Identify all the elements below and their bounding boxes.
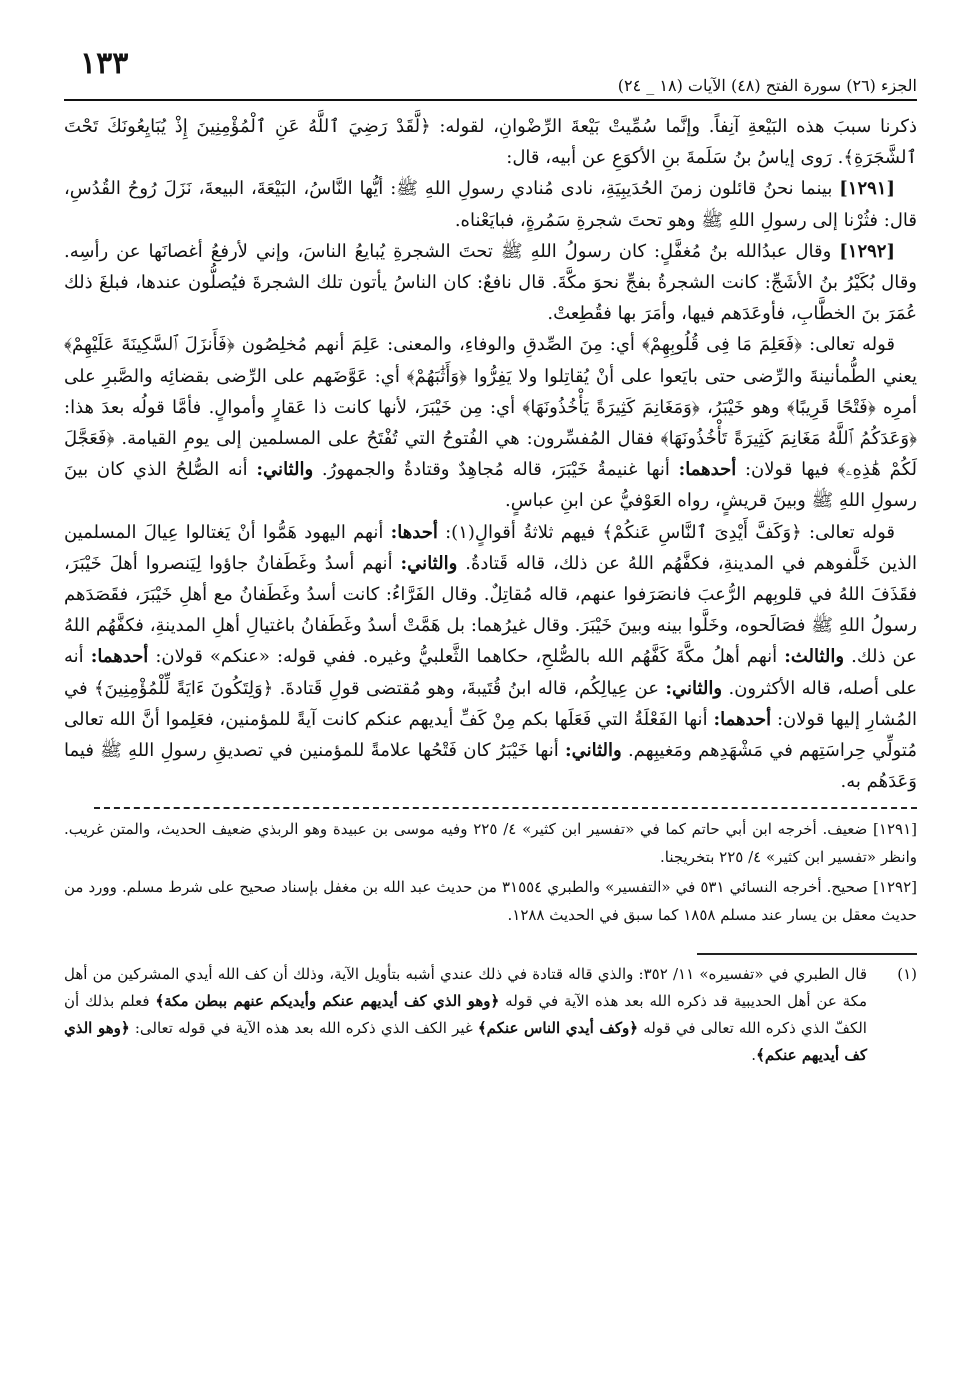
text: قوله تعالى: ﴿فَعَلِمَ مَا فِى قُلُوبِهِمْ﴾ أي: مِنَ الصِّدقِ والوفاءِ، والمعنى: عَلِمَ أنهم مُخلِصُون ﴿فَأَنزَلَ ٱلسَّكِينَةَ عَلَيْهِمْ﴾ يعني الطُّمأنينةَ والرِّضى حتى بايَعوا على أنْ يُقاتِلوا ولا يَفِرُّوا ﴿وَأَثَٰبَهُمْ﴾ أي: عَوَّضَهم على الرِّضى بقضائِه والصَّبرِ على أمرِه ﴿فَتْحًا قَرِيبًا﴾ وهو خَيْبَرُ، ﴿وَمَغَانِمَ كَثِيرَةً يَأْخُذُونَهَا﴾ أي: مِن خَيْبَرَ، لأنها كانت ذا عَقارٍ وأموالٍ. فأمَّا قولُه بعدَ هذا: ﴿وَعَدَكُمُ ٱللَّهُ مَغَانِمَ كَثِيرَةً تَأْخُذُونَهَا﴾ فقال المُفسِّرون: هي الفُتوحُ التي تُفْتَحُ على المسلمين إلى يومِ القيامة. ﴿فَعَجَّلَ لَكُمْ هَٰذِهِۦ﴾ فيها قولان: bbox=[64, 334, 917, 481]
hadith-1291 bbox=[64, 173, 917, 235]
text: قوله تعالى: ﴿وَكَفَّ أَيْدِىَ ٱلنَّاسِ عَنكُمْ﴾ فيهم ثلاثةُ أقوالٍ(١): bbox=[445, 521, 895, 543]
paragraph bbox=[64, 329, 917, 516]
text: قال الطبري في «تفسيره» ١١/ ٣٥٢: والذي قاله قتادة في ذلك عندي أشبه بتأويل الآية، وذلك أن كف الله أيدي المشركين من أهل مكة عن أهل الحديبية قد ذكره الله بعد هذه الآية في قوله bbox=[64, 965, 867, 1011]
paragraph bbox=[64, 517, 917, 798]
text: أنهم اليهود هَمُّوا أنْ يَغتالوا عِيالَ المسلمين الذين خَلَّفوهم في المدينةِ، فكفَّهُم اللهُ عن ذلك، قاله قَتادةُ. bbox=[64, 521, 918, 574]
hadith-1292 bbox=[64, 236, 917, 330]
label: والثاني: bbox=[564, 740, 622, 762]
paragraph: ذكرنا سببَ هذه البَيْعةِ آنِفاً. وإنَّما سُمِّيتْ بَيْعةَ الرِّضْوانِ، لقوله: ﴿لَّقَدْ رَضِيَ ٱللَّهُ عَنِ ٱلْمُؤْمِنِينَ إِذْ يُبَايِعُونَكَ تَحْتَ ٱلشَّجَرَةِ﴾. رَوى إياسُ بنُ سَلَمةَ بنِ الأكوَعِ عن أبيه، قال: bbox=[64, 116, 917, 169]
text: أنه الصُّلحُ الذي كان بينَ رسولِ اللهِ ﷺ وبينَ قريشٍ، رواه العَوْفيُّ عن ابنِ عباسٍ. bbox=[64, 459, 917, 512]
takhrij-notes bbox=[64, 815, 917, 929]
label: أحدهما: bbox=[713, 708, 772, 730]
text: أنها الفَعْلَةُ التي فَعَلَها بكم مِنْ كَفِّ أيديهم عنكم كانت آيةً للمؤمنين، فعَلِموا أنَّ الله تعالى مُتولِّي حِراسَتِهم في مَشْهَدِهم ومَغيبِهم. bbox=[64, 708, 917, 762]
footnote bbox=[64, 961, 917, 1069]
label: والثاني: bbox=[665, 677, 723, 699]
hadith-number: [١٢٩٢] bbox=[839, 240, 895, 262]
label: والثاني: bbox=[400, 552, 458, 574]
text: أنهم أسدُ وغَطَفانُ جاؤوا لِيَنصروا أهلَ خَيْبَرَ، فقَذَفَ اللهُ في قلوبِهم الرُّعبَ فانصَرَفوا عنهم، قاله مُقاتِلٌ. وقال الفَرَّاءُ: كانت أسدُ وغَطَفانُ مع أهلِ خَيْبَرَ، فقَصَدَهم رسولُ اللهِ ﷺ فصَالَحوه، وخَلَّوا بينه وبينَ خَيْبَرَ. وقال غيرُهما: بل هَمَّتْ أسدُ وغَطَفانُ باغتيالِ أهلِ المدينةِ، فكفَّهُم اللهُ عن ذلك. bbox=[64, 552, 917, 668]
text: أنها خَيْبَرُ كان فَتْحُها علامةً للمؤمنين في تصديقِ رسولِ اللهِ ﷺ فيما وَعَدَهُم به. bbox=[64, 740, 917, 793]
takhrij-note: [١٢٩٢] صحيح. أخرجه النسائي ٥٣١ في «التفسير» والطبري ٣١٥٥٤ من حديث عبد الله بن مغفل بإسناد صحيح على شرط مسلم. وورد من حديث معقل بن يسار عند مسلم ١٨٥٨ كما سبق في الحديث ١٢٨٨. bbox=[64, 878, 918, 925]
text: أنهم أهلُ مكَّةَ كَفَّهُم الله بالصُّلحِ، حكاهما الثَّعلبيُّ وغيره. ففي قوله: «عنكم» قولان: bbox=[155, 646, 778, 668]
text: أنها غنيمةُ خَيْبَرَ، قاله مُجاهِدٌ وقتادةُ والجمهورُ. bbox=[321, 459, 670, 481]
footnote-number: (١) bbox=[897, 965, 917, 984]
page-number: ١٣٣ bbox=[80, 46, 129, 81]
running-head: الجزء (٢٦) سورة الفتح (٤٨) الآيات (١٨ _ ٢٤) bbox=[64, 76, 917, 101]
hadith-number: [١٢٩١] bbox=[839, 178, 895, 200]
footnote-text bbox=[64, 961, 867, 1069]
dashed-separator bbox=[94, 807, 917, 809]
main-text bbox=[64, 111, 917, 797]
label: والثاني: bbox=[256, 459, 314, 481]
text: . bbox=[751, 1046, 757, 1065]
hadith-text: وقال عبدُالله بنُ مُغفَّلٍ: كان رسولُ اللهِ ﷺ تحتَ الشجرةِ يُبايعُ الناسَ، وإني لأرفعُ أغصانَها عن رأسِه. وقال بُكَيْرُ بنُ الأشَجِّ: كانت الشجرةُ بفجِّ نحوَ مكَّةَ. قال نافعٌ: كان الناسُ يأتون تلك الشجرةَ فيُصلُّون عندها، فبلغَ ذلك عُمَرَ بنَ الخطَّابِ، فأوعَدَهم فيها، وأمَرَ بها فقُطِعتْ. bbox=[64, 240, 917, 325]
label: أحدهما: bbox=[678, 459, 737, 481]
quote: ﴿وهو الذي كف أيديهم عنكم وأيديكم عنهم ببطن مكة﴾ bbox=[155, 992, 500, 1011]
text: فعلم بذلك أن الكفّ الذي ذكره الله تعالى في قوله bbox=[64, 992, 867, 1038]
quote: ﴿وكف أيدي الناس عنكم﴾ bbox=[477, 1019, 639, 1038]
label: والثالث: bbox=[784, 646, 845, 668]
text: عن عِيالِكُم، قاله ابنُ قُتَيبةَ، وهو مُقتضى قولِ قَتادةَ. ﴿وَلِتَكُونَ ءَايَةً لِّلْمُؤْمِنِينَ﴾ في المُشارِ إليها قولان: bbox=[64, 677, 917, 730]
quote: ﴿وهو الذي كف أيديهم عنكم﴾ bbox=[64, 1019, 867, 1065]
label: أحدهما: bbox=[90, 646, 149, 668]
text: غير الكف الذي ذكره الله بعد هذه الآية في قوله تعالى: bbox=[134, 1019, 473, 1038]
hadith-text: بينما نحنُ قائلون زمنَ الحُدَيبِيَةِ، نادى مُنادي رسولِ اللهِ ﷺ: أيُّها النَّاسُ، البَيْعَةَ، البيعةَ، نَزَلَ رُوحُ القُدُسِ، قال: فثُرْنا إلى رسولِ اللهِ ﷺ وهو تحتَ شجرةِ سَمُرةٍ، فبايَعْناه. bbox=[64, 178, 917, 231]
takhrij-note: [١٢٩١] ضعيف. أخرجه ابن أبي حاتم كما في «تفسير ابن كثير» ٤/ ٢٢٥ وفيه موسى بن عبيدة وهو الربذي ضعيف الحديث، والمتن غريب. وانظر «تفسير ابن كثير» ٤/ ٢٢٥ بتخريجنا. bbox=[64, 820, 918, 867]
text: أنه على أصله، قاله الأكثرون. bbox=[64, 646, 917, 699]
footnote-rule bbox=[697, 953, 917, 955]
label: أحدها: bbox=[390, 521, 438, 543]
